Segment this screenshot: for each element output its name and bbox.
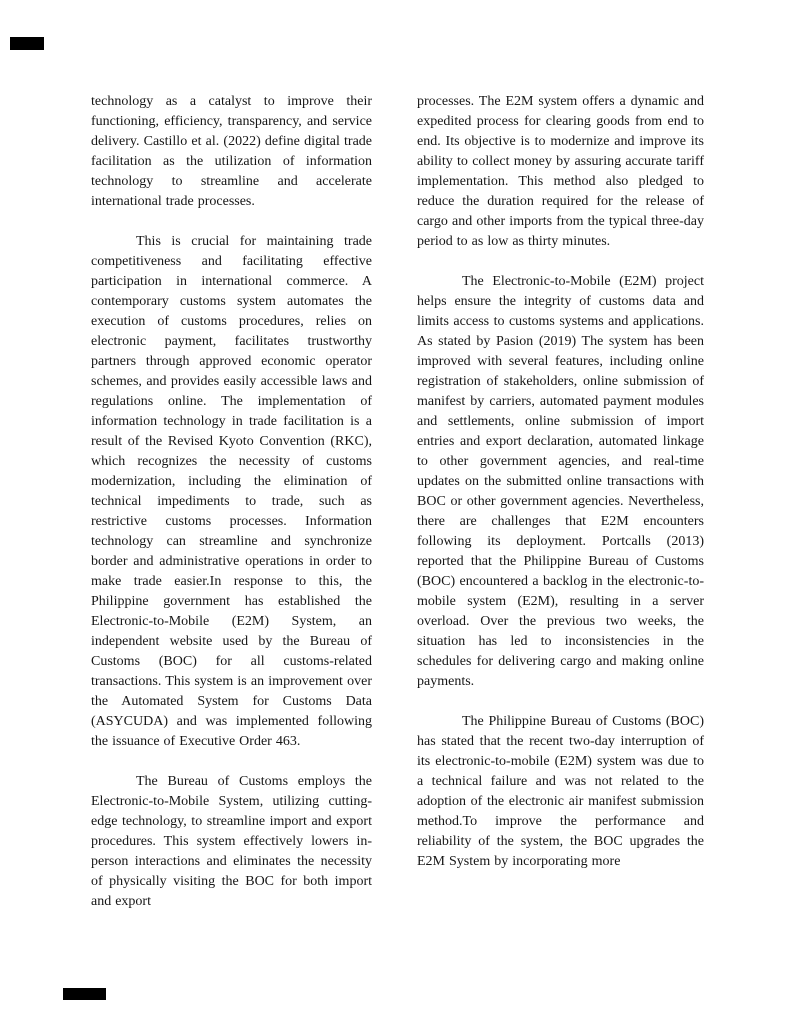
text-column-right xyxy=(417,92,704,892)
paragraph: The Bureau of Customs employs the Electronic-to-Mobile System, utilizing cutting-edge technology, to streamline import and export procedures. This system effectively lowers in-person interactions and eliminates the necessity of physically visiting the BOC for both import and export xyxy=(91,774,372,909)
redaction-mark-top xyxy=(10,37,44,50)
paragraph-continuation: technology as a catalyst to improve their functioning, efficiency, transparency, and service delivery. Castillo et al. (2022) define digital trade facilitation as the utilization of information technology to streamline and accelerate international trade processes. xyxy=(91,94,372,209)
paragraph: The Philippine Bureau of Customs (BOC) has stated that the recent two-day interruption of its electronic-to-mobile (E2M) system was due to a technical failure and was not related to the adoption of the electronic air manifest submission method.To improve the performance and reliability of the system, the BOC upgrades the E2M System by incorporating more xyxy=(417,714,704,869)
redaction-mark-bottom xyxy=(63,988,106,1000)
paragraph: This is crucial for maintaining trade competitiveness and facilitating effective participation in international commerce. A contemporary customs system automates the execution of customs procedures, relies on electronic payment, facilitates trustworthy partners through approved economic operator schemes, and provides easily accessible laws and regulations online. The implementation of information technology in trade facilitation is a result of the Revised Kyoto Convention (RKC), which recognizes the necessity of customs modernization, including the elimination of technical impediments to trade, such as restrictive customs processes. Information technology can streamline and synchronize border and administrative operations in order to make trade easier.In response to this, the Philippine government has established the Electronic-to-Mobile (E2M) System, an independent website used by the Bureau of Customs (BOC) for all customs-related transactions. This system is an improvement over the Automated System for Customs Data (ASYCUDA) and was implemented following the issuance of Executive Order 463. xyxy=(91,234,372,749)
paragraph: The Electronic-to-Mobile (E2M) project helps ensure the integrity of customs data and limits access to customs systems and applications. As stated by Pasion (2019) The system has been improved with several features, including online registration of stakeholders, online submission of manifest by carriers, automated payment modules and settlements, online submission of import entries and export declaration, automated linkage to other government agencies, and real-time updates on the submitted online transactions with BOC or other government agencies. Nevertheless, there are challenges that E2M encounters following its deployment. Portcalls (2013) reported that the Philippine Bureau of Customs (BOC) encountered a backlog in the electronic-to-mobile system (E2M), resulting in a server overload. Over the previous two weeks, the situation has led to inconsistencies in the schedules for delivering cargo and making online payments. xyxy=(417,274,704,689)
paragraph-continuation: processes. The E2M system offers a dynamic and expedited process for clearing goods from end to end. Its objective is to modernize and improve its ability to collect money by assuring accurate tariff implementation. This method also pledged to reduce the duration required for the release of cargo and other imports from the typical three-day period to as low as thirty minutes. xyxy=(417,94,704,249)
text-column-left xyxy=(91,92,372,932)
